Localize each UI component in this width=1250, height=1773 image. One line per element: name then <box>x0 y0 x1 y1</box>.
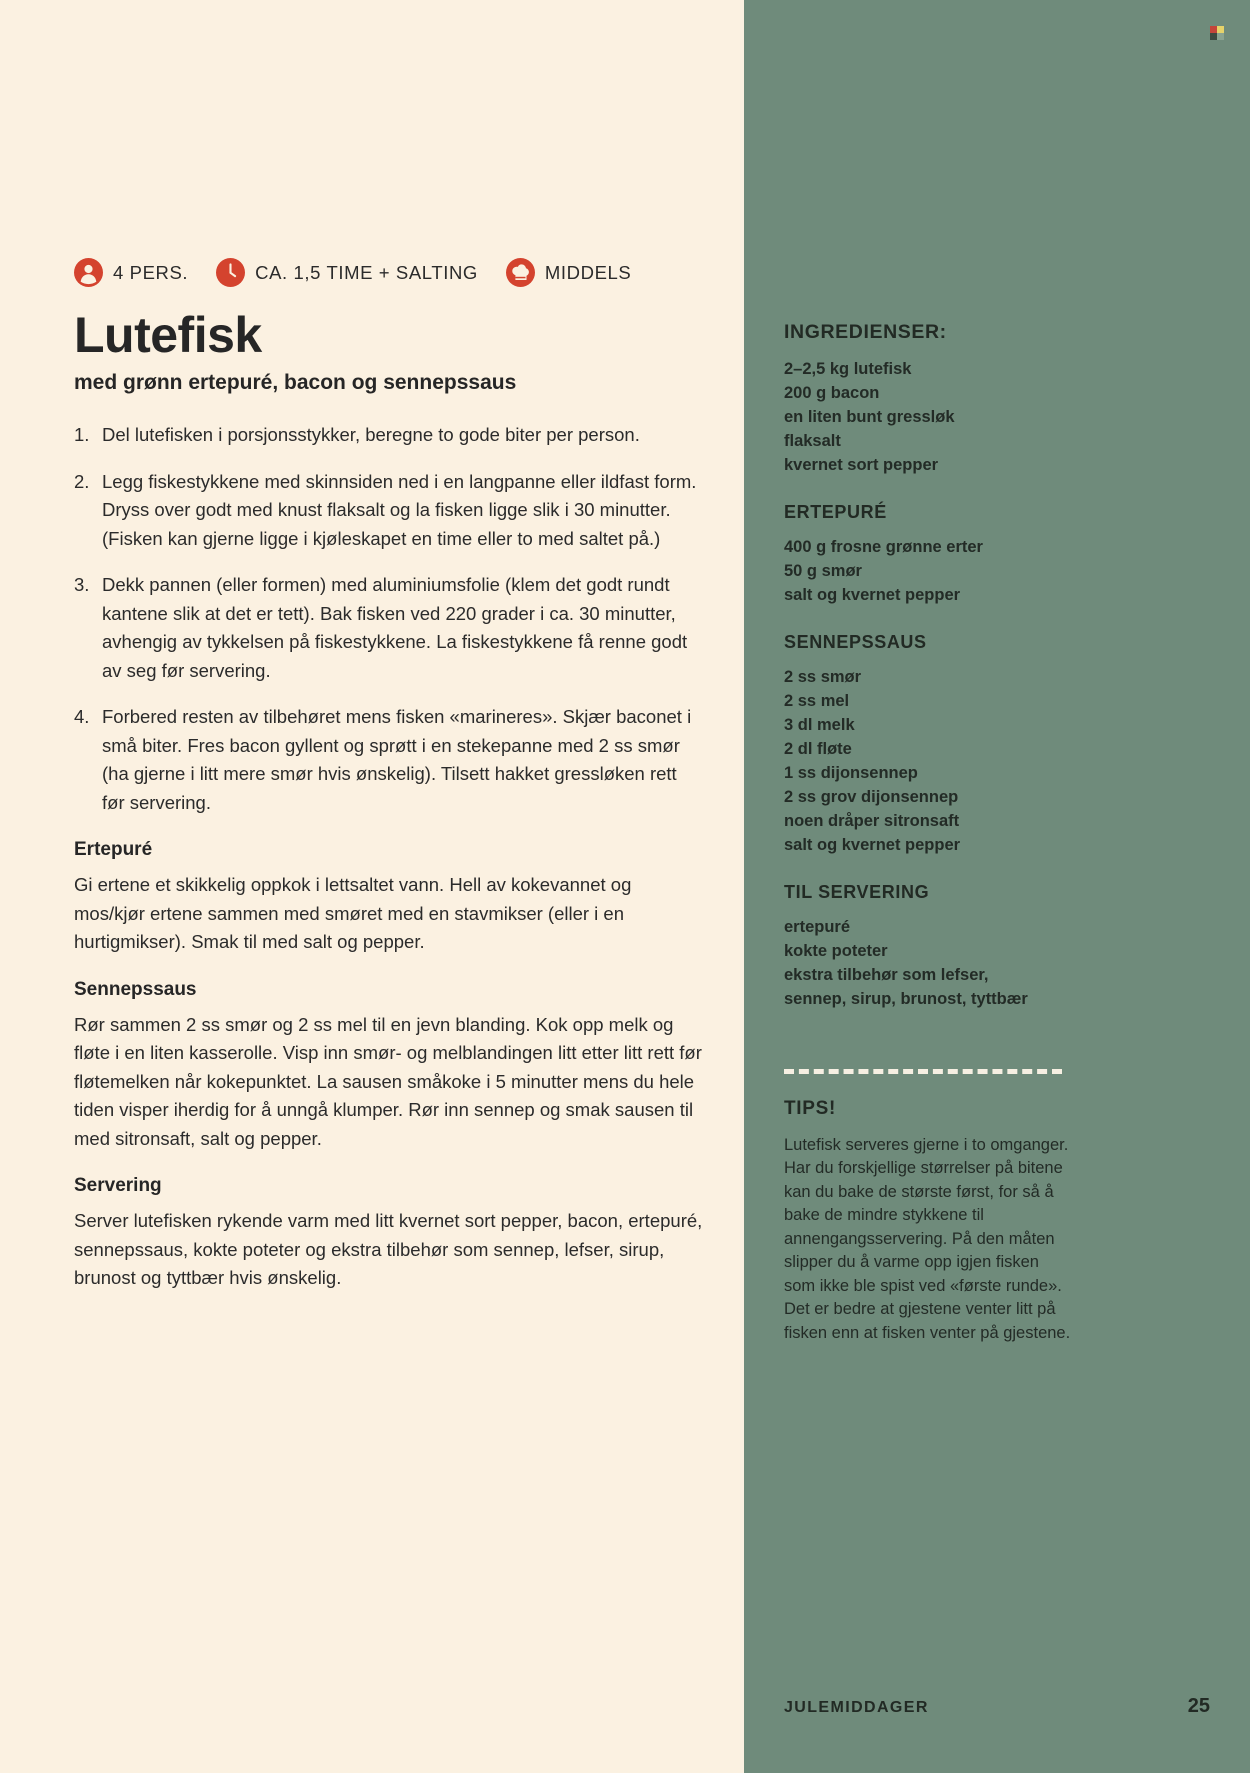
section-body: Rør sammen 2 ss smør og 2 ss mel til en jevn blanding. Kok opp melk og fløte i en liten kasserolle. Visp inn smør- og melblandingen litt etter litt rett før fløtemelken når kokepunktet. La sausen småkoke i 5 minutter mens du hele tiden visper iherdig for å unngå klumper. Rør inn sennep og smak sausen til med sitronsaft, salt og pepper. <box>74 1013 702 1149</box>
tips-block <box>784 1098 1074 1346</box>
color-registration-mark <box>1210 26 1224 40</box>
recipe-meta-row <box>74 258 704 287</box>
recipe-subtitle: med grønn ertepuré, bacon og sennepssaus <box>74 371 517 394</box>
ingredient-group-heading-til-servering: TIL SERVERING <box>784 882 930 903</box>
recipe-section-sennepssaus <box>74 979 704 1154</box>
meta-item-time <box>216 258 478 287</box>
ingredient-group-list-sennepssaus <box>784 665 1084 857</box>
ingredient-group-heading-ertepure: ERTEPURÉ <box>784 502 887 523</box>
ingredient-group-heading-sennepssaus: SENNEPSSAUS <box>784 632 927 653</box>
section-heading: Sennepssaus <box>74 978 197 1000</box>
recipe-steps-list <box>74 421 704 817</box>
list-item: ekstra tilbehør som lefser, <box>784 965 989 984</box>
list-item: Forbered resten av tilbehøret mens fisken «marineres». Skjær baconet i små biter. Fres bacon gyllent og sprøtt i en stekepanne med 2 ss smør (ha gjerne i litt mere smør hvis ønskelig). Tilsett hakket gressløken rett før servering. <box>102 706 692 813</box>
page-number: 25 <box>1187 1695 1210 1717</box>
ingredients-list <box>784 357 1084 477</box>
list-item: 200 g bacon <box>784 384 880 403</box>
section-body: Server lutefisken rykende varm med litt kvernet sort pepper, bacon, ertepuré, sennepssaus, kokte poteter og ekstra tilbehør som sennep, lefser, sirup, brunost og tyttbær hvis ønskelig. <box>74 1210 703 1289</box>
list-item: 50 g smør <box>784 562 862 581</box>
meta-item-difficulty <box>506 258 631 287</box>
ingredient-group-list-til-servering <box>784 915 1084 1011</box>
section-heading: Ertepuré <box>74 839 153 861</box>
meta-item-servings <box>74 258 188 287</box>
page-title: Lutefisk <box>74 307 262 363</box>
list-item: Dekk pannen (eller formen) med aluminiumsfolie (klem det godt rundt kantene slik at det er tett). Bak fisken ved 220 grader i ca. 30 minutter, avhengig av tykkelsen på fiskestykkene. La fiskestykkene få renne godt av seg før servering. <box>102 574 688 681</box>
meta-label-time: CA. 1,5 TIME + SALTING <box>255 261 478 283</box>
section-body: Gi ertene et skikkelig oppkok i lettsaltet vann. Hell av kokevannet og mos/kjør ertene sammen med smøret med en stavmikser (eller i en hurtigmikser). Smak til med salt og pepper. <box>74 874 632 953</box>
list-item: 2 ss grov dijonsennep <box>784 788 959 807</box>
dashed-divider <box>784 1069 1062 1074</box>
tips-heading: TIPS! <box>784 1097 837 1119</box>
section-heading: Servering <box>74 1175 162 1197</box>
list-item: ertepuré <box>784 917 851 936</box>
list-item: sennep, sirup, brunost, tyttbær <box>784 989 1028 1008</box>
list-item: noen dråper sitronsaft <box>784 812 960 831</box>
list-item: 1 ss dijonsennep <box>784 764 918 783</box>
list-item: salt og kvernet pepper <box>784 586 961 605</box>
chef-hat-icon <box>506 258 535 287</box>
person-icon <box>74 258 103 287</box>
recipe-section-ertepure <box>74 839 704 957</box>
list-item: Legg fiskestykkene med skinnsiden ned i en langpanne eller ildfast form. Dryss over godt med knust flaksalt og la fisken ligge slik i 30 minutter. (Fisken kan gjerne ligge i kjøleskapet en time eller to med saltet på.) <box>102 470 697 549</box>
list-item: Del lutefisken i porsjonsstykker, beregne to gode biter per person. <box>102 424 640 446</box>
list-item: kokte poteter <box>784 941 888 960</box>
list-item: 2–2,5 kg lutefisk <box>784 360 912 379</box>
ingredient-group-list-ertepure <box>784 535 1084 607</box>
list-item: 3 dl melk <box>784 716 855 735</box>
sidebar-content <box>784 322 1084 1345</box>
ingredients-heading: INGREDIENSER: <box>784 321 947 343</box>
recipe-main-column <box>74 258 704 1293</box>
page-footer <box>784 1695 1210 1718</box>
ingredients-sidebar <box>744 0 1250 1773</box>
list-item: 400 g frosne grønne erter <box>784 538 983 557</box>
tips-body: Lutefisk serveres gjerne i to omganger. Har du forskjellige størrelser på bitene kan du bake de største først, for så å bake de mindre stykkene til annengangsservering. På den måten slipper du å varme opp igjen fisken som ikke ble spist ved «første runde». Det er bedre at gjestene venter litt på fisken enn at fisken venter på gjestene. <box>784 1135 1071 1342</box>
meta-label-servings: 4 PERS. <box>113 261 189 283</box>
list-item: flaksalt <box>784 432 841 451</box>
list-item: salt og kvernet pepper <box>784 836 961 855</box>
meta-label-difficulty: MIDDELS <box>544 261 632 283</box>
list-item: 2 dl fløte <box>784 740 852 759</box>
recipe-section-servering <box>74 1175 704 1293</box>
list-item: kvernet sort pepper <box>784 456 939 475</box>
list-item: 2 ss mel <box>784 692 850 711</box>
list-item: 2 ss smør <box>784 668 862 687</box>
clock-icon <box>216 258 245 287</box>
list-item: en liten bunt gressløk <box>784 408 955 427</box>
footer-section-label: JULEMIDDAGER <box>784 1699 929 1716</box>
